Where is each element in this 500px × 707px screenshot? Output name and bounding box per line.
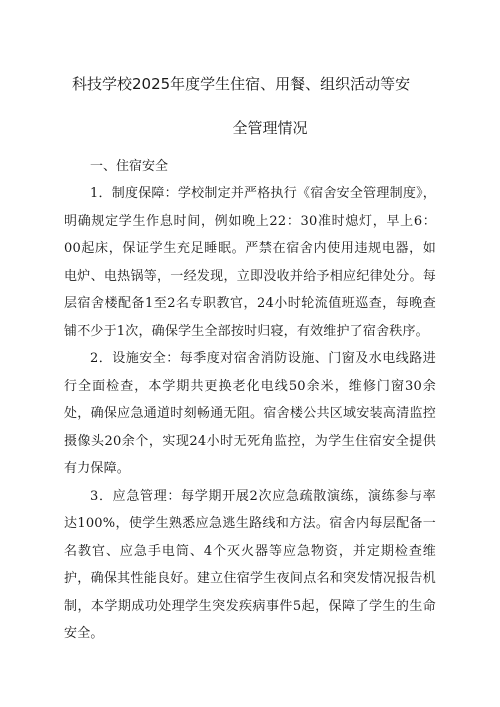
paragraph-facility-safety: 2．设施安全：每季度对宿舍消防设施、门窗及水电线路进行全面检查，本学期共更换老化电线50余米，维修门窗30余处，确保应急通道时刻畅通无阻。宿舍楼公共区域安装高清监控摄像头20余个，实现24小时无死角监控，为学生住宿安全提供有力保障。 xyxy=(64,351,436,476)
document-title-line-1: 科技学校2025年度学生住宿、用餐、组织活动等安 xyxy=(72,75,411,93)
document-title xyxy=(64,62,436,150)
paragraph-system-guarantee: 1．制度保障：学校制定并严格执行《宿舍安全管理制度》，明确规定学生作息时间，例如晚上22：30准时熄灯，早上6：00起床，保证学生充足睡眠。严禁在宿舍内使用违规电器，如电炉、电热锅等，一经发现，立即没收并给予相应纪律处分。每层宿舍楼配备1至2名专职教官，24小时轮流值班巡查，每晚查铺不少于1次，确保学生全部按时归寝，有效维护了宿舍秩序。 xyxy=(64,186,436,339)
section-heading-accommodation-safety: 一、住宿安全 xyxy=(90,159,169,174)
document-title-line-2: 全管理情况 xyxy=(232,119,308,137)
paragraph-emergency-management: 3．应急管理：每学期开展2次应急疏散演练，演练参与率达100%，使学生熟悉应急逃生路线和方法。宿舍内每层配备一名教官、应急手电筒、4个灭火器等应急物资，并定期检查维护，确保其性能良好。建立住宿学生夜间点名和突发情况报告机制，本学期成功处理学生突发疾病事件5起，保障了学生的生命安全。 xyxy=(64,488,436,641)
